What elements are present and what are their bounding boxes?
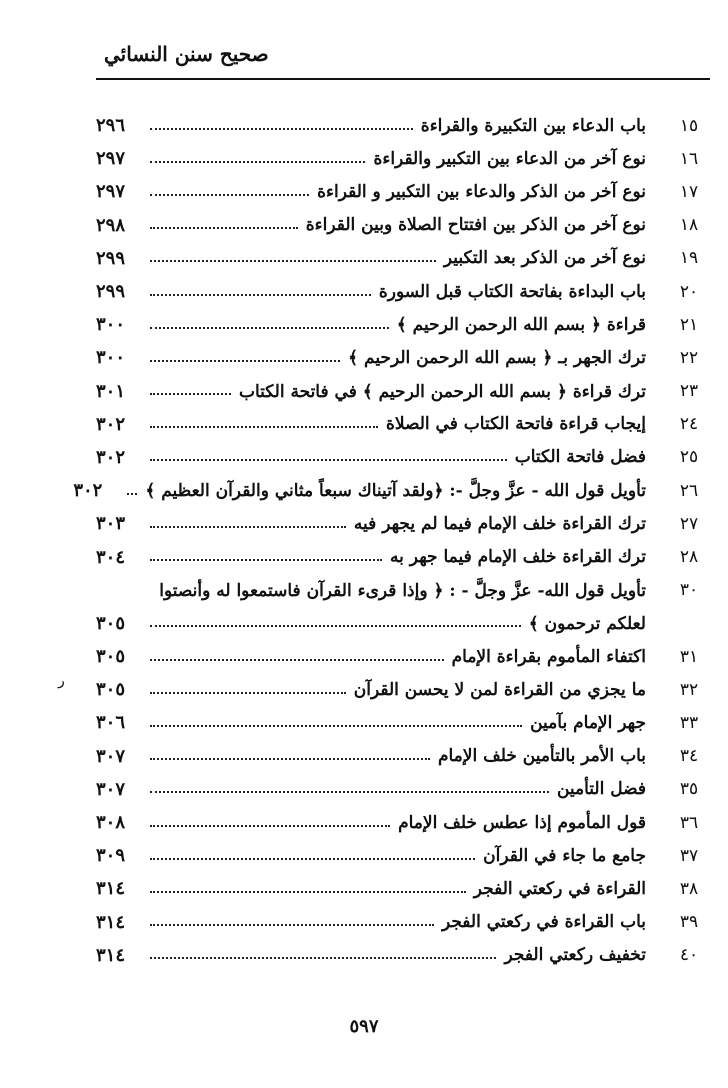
entry-number: ٣٢ [679, 679, 699, 700]
entry-page-number: ٢٩٧ [96, 148, 126, 170]
entry-title: جامع ما جاء في القرآن [483, 845, 646, 866]
entry-number: ٣٩ [679, 912, 699, 933]
dot-leader [150, 426, 378, 428]
dot-leader [150, 692, 346, 694]
dot-leader [150, 858, 475, 860]
dot-leader [150, 891, 466, 893]
entry-page-number: ٢٩٩ [96, 247, 126, 269]
entry-title: باب الأمر بالتأمين خلف الإمام [437, 746, 646, 767]
toc-entry [96, 839, 714, 872]
entry-number: ٣٨ [679, 878, 699, 899]
toc-entry [96, 375, 714, 408]
entry-title: تأويل قول الله- عزَّ وجلَّ - : ﴿ وإذا قرىء القرآن فاستمعوا له وأنصتوا [159, 580, 646, 601]
running-header-title: صحيح سنن النسائي [104, 42, 269, 66]
entry-number: ٢٠ [679, 281, 699, 302]
entry-number: ٣١ [679, 646, 699, 667]
entry-title: ترك القراءة خلف الإمام فيما لم يجهر فيه [353, 513, 646, 534]
entry-page-number: ٣١٤ [96, 944, 126, 966]
entry-title: القراءة في ركعتي الفجر [473, 878, 646, 899]
entry-title: ترك قراءة ﴿ بسم الله الرحمن الرحيم ﴾ في فاتحة الكتاب [238, 381, 646, 402]
page-number: ٥٩٧ [349, 1016, 379, 1037]
entry-number: ١٦ [679, 148, 699, 169]
toc-entry [96, 275, 714, 308]
entry-title: قراءة ﴿ بسم الله الرحمن الرحيم ﴾ [396, 315, 646, 336]
entry-page-number: ٣٠٢ [96, 446, 126, 468]
entry-title: تأويل قول الله - عزَّ وجلَّ -: ﴿ولقد آتيناك سبعاً مثاني والقرآن العظيم ﴾ [145, 481, 646, 502]
entry-page-number: ٣٠٢ [73, 480, 103, 502]
entry-number: ٢٣ [679, 381, 699, 402]
entry-title: باب البداءة بفاتحة الكتاب قبل السورة [378, 281, 646, 302]
entry-number: ١٥ [679, 115, 699, 136]
dot-leader [150, 260, 436, 262]
dot-leader [150, 725, 522, 727]
entry-title: ترك الجهر بـ ﴿ بسم الله الرحمن الرحيم ﴾ [348, 348, 646, 369]
header-rule [96, 78, 710, 80]
dot-leader [150, 459, 507, 461]
toc-entry [96, 806, 714, 839]
entry-number: ٢٦ [679, 480, 699, 501]
dot-leader [150, 128, 413, 130]
dot-leader [150, 957, 496, 959]
dot-leader [150, 360, 340, 362]
toc-entry [96, 142, 714, 175]
dot-leader [150, 327, 389, 329]
entry-page-number: ٣٠٨ [96, 812, 126, 834]
entry-page-number: ٣٠٩ [96, 845, 126, 867]
toc-entry [96, 175, 714, 208]
entry-number: ٢٥ [679, 447, 699, 468]
toc-entry [96, 706, 714, 739]
toc-entry [96, 607, 714, 640]
margin-note: ر [58, 673, 65, 689]
entry-page-number: ٣٠٠ [96, 314, 126, 336]
entry-page-number: ٣١٤ [96, 911, 126, 933]
toc-entry [96, 906, 714, 939]
entry-title: باب القراءة في ركعتي الفجر [441, 912, 646, 933]
entry-title: نوع آخر من الدعاء بين التكبير والقراءة [373, 148, 646, 169]
entry-page-number: ٢٩٧ [96, 181, 126, 203]
entry-number: ٣٥ [679, 779, 699, 800]
entry-number: ٢٨ [679, 547, 699, 568]
entry-title: جهر الإمام بآمين [530, 712, 646, 733]
entry-title: نوع آخر من الذكر بعد التكبير [443, 248, 646, 269]
toc-entry [96, 773, 714, 806]
entry-number: ١٩ [679, 248, 699, 269]
entry-number: ٣٤ [679, 746, 699, 767]
entry-title: فضل التأمين [556, 779, 646, 800]
entry-title: باب الدعاء بين التكبيرة والقراءة [420, 115, 646, 136]
entry-title: ما يجزي من القراءة لمن لا يحسن القرآن [353, 679, 646, 700]
entry-title: نوع آخر من الذكر والدعاء بين التكبير و القراءة [317, 181, 646, 202]
dot-leader [150, 526, 346, 528]
toc-entry [96, 441, 714, 474]
dot-leader [150, 227, 298, 229]
toc-entry [96, 640, 714, 673]
entry-number: ٣٣ [679, 712, 699, 733]
dot-leader [150, 393, 231, 395]
toc-entry [96, 341, 714, 374]
entry-page-number: ٣٠٢ [96, 413, 126, 435]
entry-title: تخفيف ركعتي الفجر [504, 945, 646, 966]
toc-entry [96, 574, 714, 607]
toc-entry [96, 939, 714, 972]
dot-leader [150, 194, 309, 196]
entry-number: ٤٠ [679, 945, 699, 966]
toc-entry [96, 507, 714, 540]
entry-page-number: ٣٠٠ [96, 347, 126, 369]
dot-leader [150, 758, 430, 760]
dot-leader [150, 924, 434, 926]
entry-number: ١٨ [679, 215, 699, 236]
entry-number: ٢١ [679, 314, 699, 335]
entry-title: لعلكم ترحمون ﴾ [528, 613, 646, 634]
entry-page-number: ٣٠١ [96, 380, 126, 402]
entry-number: ١٧ [679, 181, 699, 202]
entry-page-number: ٣٠٤ [96, 546, 126, 568]
entry-page-number: ٣٠٣ [96, 513, 126, 535]
dot-leader [150, 161, 365, 163]
dot-leader [150, 559, 382, 561]
entry-page-number: ٢٩٦ [96, 115, 126, 137]
toc-entry [96, 308, 714, 341]
entry-page-number: ٣٠٧ [96, 745, 126, 767]
dot-leader [150, 791, 549, 793]
entry-number: ٢٧ [679, 513, 699, 534]
toc-entry [96, 408, 714, 441]
dot-leader [127, 493, 137, 495]
entry-title: اكتفاء المأموم بقراءة الإمام [451, 646, 646, 667]
entry-number: ٢٤ [679, 414, 699, 435]
entry-page-number: ٣١٤ [96, 878, 126, 900]
entry-number: ٣٦ [679, 812, 699, 833]
toc-entry [96, 872, 714, 905]
toc-entry [96, 209, 714, 242]
entry-page-number: ٣٠٧ [96, 778, 126, 800]
entry-page-number: ٣٠٦ [96, 712, 126, 734]
entry-number: ٣٧ [679, 845, 699, 866]
entry-page-number: ٣٠٥ [96, 646, 126, 668]
toc-entry [96, 109, 714, 142]
entry-page-number: ٣٠٥ [96, 679, 126, 701]
toc-entry [96, 540, 714, 573]
entry-title: إيجاب قراءة فاتحة الكتاب في الصلاة [385, 414, 646, 435]
entry-page-number: ٣٠٥ [96, 612, 126, 634]
toc-entry [96, 242, 714, 275]
entry-title: نوع آخر من الذكر بين افتتاح الصلاة وبين القراءة [305, 215, 646, 236]
entry-number: ٢٢ [679, 347, 699, 368]
entry-page-number: ٢٩٨ [96, 214, 126, 236]
toc-entry [96, 673, 714, 706]
table-of-contents [73, 109, 714, 972]
entry-number: ٣٠ [679, 580, 699, 601]
dot-leader [150, 825, 390, 827]
toc-entry [96, 740, 714, 773]
dot-leader [150, 294, 371, 296]
entry-title: فضل فاتحة الكتاب [514, 447, 646, 468]
dot-leader [150, 625, 521, 627]
entry-page-number: ٢٩٩ [96, 281, 126, 303]
entry-title: ترك القراءة خلف الإمام فيما جهر به [390, 547, 646, 568]
dot-leader [150, 659, 444, 661]
entry-title: قول المأموم إذا عطس خلف الإمام [398, 812, 646, 833]
toc-entry [73, 474, 714, 507]
